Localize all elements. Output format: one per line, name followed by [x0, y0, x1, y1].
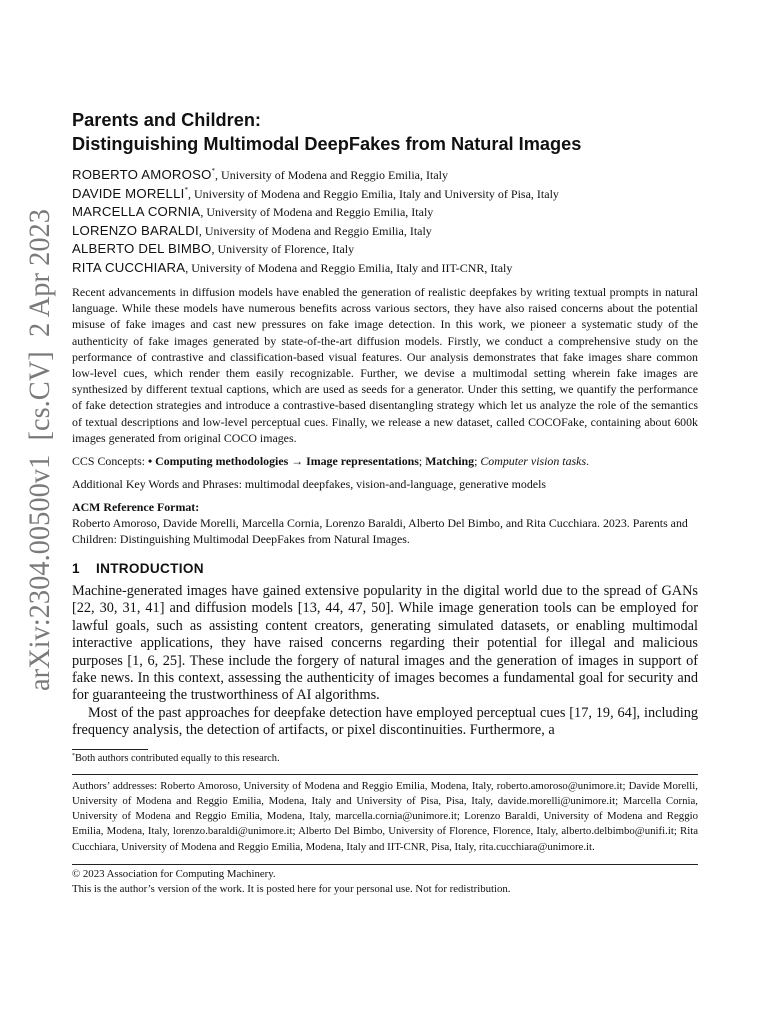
- author-item: [72, 259, 698, 278]
- ccs-italic-concept: Computer vision tasks: [480, 454, 587, 469]
- arxiv-stamp-text: arXiv:2304.00500v1 [cs.CV] 2 Apr 2023: [23, 205, 56, 691]
- acm-reference-text: Roberto Amoroso, Davide Morelli, Marcella Cornia, Lorenzo Baraldi, Alberto Del Bimbo, and Rita Cucchiara. 2023. Parents and Children: Distinguishing Multimodal DeepFakes from Natural Images.: [72, 516, 688, 547]
- author-name: ROBERTO AMOROSO: [72, 167, 212, 182]
- footnote-rule: [72, 749, 148, 750]
- author-addresses: Authors’ addresses: Roberto Amoroso, University of Modena and Reggio Emilia, Modena, Italy, roberto.amoroso@unimore.it; Davide Morelli, University of Modena and Reggio Emilia, Modena, Italy and University of Pisa, Pisa, Italy, davide.morelli@unimore.it; Marcella Cornia, University of Modena and Reggio Emilia, Modena, Italy, marcella.cornia@unimore.it; Lorenzo Baraldi, University of Modena and Reggio Emilia, Modena, Italy, lorenzo.baraldi@unimore.it; Alberto Del Bimbo, University of Florence, Florence, Italy, alberto.delbimbo@unifi.it; Rita Cucchiara, University of Modena and Reggio Emilia, Modena, Italy and IIT-CNR, Pisa, Italy, rita.cucchiara@unimore.it.: [72, 779, 698, 853]
- equal-contribution-mark: *: [184, 185, 188, 194]
- author-name: MARCELLA CORNIA: [72, 204, 201, 219]
- ccs-concepts: [72, 453, 698, 469]
- section-heading: [72, 560, 698, 578]
- author-name: ALBERTO DEL BIMBO: [72, 241, 212, 256]
- paper-page: [72, 108, 698, 897]
- arxiv-stamp-svg: [6, 205, 70, 695]
- author-affiliation: , University of Modena and Reggio Emilia, Italy: [198, 223, 432, 238]
- footnote-mark: *: [72, 752, 75, 759]
- footnote: [72, 752, 698, 766]
- section-number: 1: [72, 561, 80, 577]
- keywords: Additional Key Words and Phrases: multimodal deepfakes, vision-and-language, generative models: [72, 477, 546, 492]
- copyright-block: [72, 867, 698, 897]
- ccs-separator: ;: [474, 454, 481, 469]
- equal-contribution-mark: *: [211, 167, 216, 175]
- ccs-end: .: [586, 454, 590, 469]
- ccs-label: CCS Concepts:: [72, 454, 148, 469]
- copyright-notice: This is the author’s version of the work. It is posted here for your personal use. Not for redistribution.: [72, 882, 511, 895]
- copyright-line: © 2023 Association for Computing Machinery.: [72, 867, 276, 880]
- intro-paragraph: Most of the past approaches for deepfake detection have employed perceptual cues [17, 19, 64], including frequency analysis, the detection of artifacts, or pixel discontinuities. Furthermore, a: [72, 704, 698, 739]
- author-affiliation: , University of Modena and Reggio Emilia, Italy: [200, 205, 434, 219]
- paper-title: [72, 108, 698, 156]
- acm-reference-heading: ACM Reference Format:: [72, 500, 200, 515]
- ccs-separator: ;: [418, 454, 426, 469]
- introduction-body: [72, 583, 698, 740]
- author-item: [72, 185, 698, 204]
- author-item: [72, 240, 698, 259]
- author-affiliation: , University of Modena and Reggio Emilia, Italy and University of Pisa, Italy: [187, 186, 559, 201]
- ccs-matching: Matching: [425, 454, 475, 469]
- author-name: LORENZO BARALDI: [72, 222, 199, 238]
- author-list: [72, 166, 698, 277]
- footnote-text: Both authors contributed equally to this research.: [75, 752, 280, 764]
- intro-paragraph: Machine-generated images have gained extensive popularity in the digital world due to the spread of GANs [22, 30, 31, 41] and diffusion models [13, 44, 47, 50]. While image generation tools can be employed for lawful goals, such as assisting content creators, generating simulated datasets, or enabling multimodal interactive applications, they have raised concerns regarding their potential for illegal and malicious purposes [1, 6, 25]. These include the forgery of natural images and the generation of images in support of fake news. In this context, assessing the authenticity of images becomes a fundamental goal for security and for guaranteeing the trustworthiness of AI algorithms.: [72, 583, 698, 704]
- ccs-bullet: •: [147, 454, 156, 469]
- section-title: INTRODUCTION: [96, 561, 204, 577]
- author-name: DAVIDE MORELLI: [72, 185, 185, 201]
- ccs-concept: Computing methodologies → Image representations: [155, 454, 419, 469]
- arxiv-stamp: [6, 205, 70, 695]
- author-affiliation: , University of Modena and Reggio Emilia, Italy: [215, 168, 448, 182]
- author-affiliation: , University of Modena and Reggio Emilia, Italy and IIT-CNR, Italy: [185, 260, 513, 275]
- author-name: RITA CUCCHIARA: [72, 259, 186, 275]
- abstract: Recent advancements in diffusion models have enabled the generation of realistic deepfakes by writing textual prompts in natural language. While these models have numerous benefits across various sectors, they have also raised concerns about the potential misuse of fake images and cast new pressures on fake image detection. In this work, we pioneer a systematic study of the authenticity of fake images generated by state-of-the-art diffusion models. Firstly, we conduct a comprehensive study on the performance of contrastive and classification-based visual features. Our analysis demonstrates that fake images share common low-level cues, which render them easily recognizable. Further, we devise a multimodal setting wherein fake images are synthesized by different textual captions, which are used as seeds for a generator. Under this setting, we quantify the performance of fake detection strategies and introduce a contrastive-based disentangling strategy which let us analyze the role of the semantics of textual descriptions and low-level perceptual cues. Finally, we release a new dataset, called COCOFake, containing about 600k images generated from original COCO images.: [72, 285, 698, 445]
- copyright-rule: [72, 864, 698, 865]
- author-item: [72, 222, 698, 241]
- title-line-2: Distinguishing Multimodal DeepFakes from Natural Images: [72, 134, 582, 154]
- author-item: [72, 203, 698, 222]
- author-affiliation: , University of Florence, Italy: [211, 242, 355, 256]
- addresses-rule: [72, 774, 698, 775]
- author-item: [72, 166, 698, 185]
- title-line-1: Parents and Children:: [72, 110, 261, 130]
